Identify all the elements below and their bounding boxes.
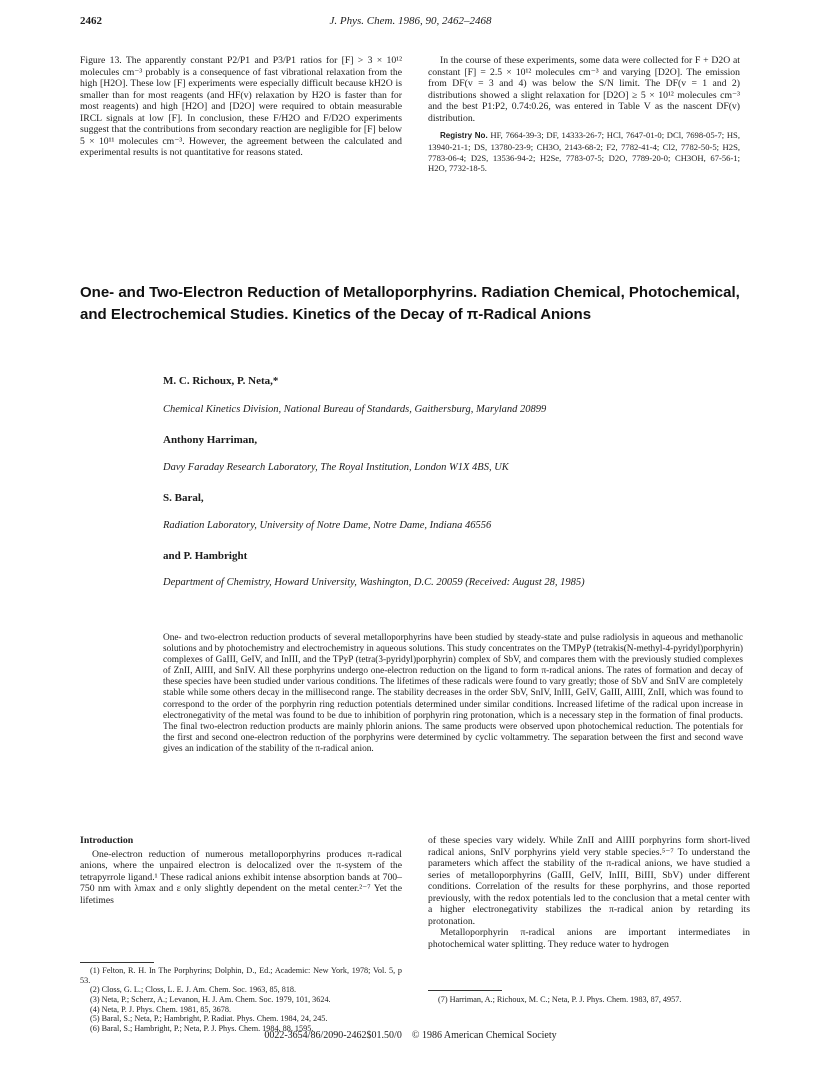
body-paragraph: Metalloporphyrin π-radical anions are important intermediates in photochemical water splitting. They reduce water to hydrogen — [428, 927, 750, 950]
previous-article-text: In the course of these experiments, some data were collected for F + D2O at constant [F] = 2.5 × 10¹² molecules cm⁻³ and varying [D2O]. The emission from DF(v = 3 and 4) was below the S/N limit. The DF(v = 1 and 2) distributions showed a slight relaxation for [D2O] ≥ 5 × 10¹² molecules cm⁻³ and the best P1:P2, 0.74:0.26, was entered in Table V as the nascent DF(v) distribution. — [428, 55, 740, 124]
footnote: (4) Neta, P. J. Phys. Chem. 1981, 85, 3678. — [90, 1004, 232, 1014]
author-line: M. C. Richoux, P. Neta,* — [163, 375, 279, 387]
footnote-rule — [428, 990, 502, 991]
author-line: Anthony Harriman, — [163, 434, 258, 446]
footnote-rule — [80, 962, 154, 963]
footnote: (6) Baral, S.; Hambright, P.; Neta, P. J. Phys. Chem. 1984, 88, 1595. — [90, 1023, 314, 1033]
author-line: S. Baral, — [163, 492, 204, 504]
copyright-notice: © 1986 American Chemical Society — [411, 1030, 557, 1041]
abstract-text: One- and two-electron reduction products of several metalloporphyrins have been studied by steady-state and pulse radiolysis in aqueous and methanolic solutions and by photochemistry and electrochemistry in aqueous solutions. This study concentrates on the TMPyP (tetrakis(N-methyl-4-pyridyl)porphyrin) complexes of GaIII, GeIV, and InIII, and the TPyP (tetra(3-pyridyl)porphyrin) complex of SbV, and compares them with the previously studied complexes of ZnII, AlIII, and SnIV. All these porphyrins undergo one-electron reduction on the ligand to form π-radical anions. The rates of formation and decay of these species have been studied under various conditions. The lifetimes of these radicals were found to vary greatly; those of SbV and SnIV are completely stable while some others decay in the millisecond range. The stability decreases in the order SbV, SnIV, InIII, GeIV, GaIII, AlIII, ZnII, which was found to correspond to the order of the porphyrin ring reduction potentials determined under similar conditions. Increased lifetime of the radical upon increase in electronegativity of the metal was found to be due to inhibition of porphyrin ring protonation, which is a necessary step in the formation of final products. The final two-electron reduction products are mainly phlorin anions. The same products were observed upon photochemical reduction. The potentials for the first and second one-electron reduction of the porphyrins were determined by cyclic voltammetry. The separation between the first and second wave gives an indication of the stability of the π-radical anion. — [163, 633, 743, 754]
body-paragraph: One-electron reduction of numerous metalloporphyrins produces π-radical anions, where the unpaired electron is delocalized over the π-system of the tetrapyrrole ligand.¹ These radical anions exhibit intense absorption bands at 700–750 nm with λmax and ε only slightly dependent on the metal center.²⁻⁷ Yet the lifetimes — [80, 848, 402, 906]
section-heading: Introduction — [80, 835, 134, 846]
author-affiliation: Chemical Kinetics Division, National Bureau of Standards, Gaithersburg, Maryland 20899 — [163, 404, 547, 415]
author-affiliation: Radiation Laboratory, University of Notre Dame, Notre Dame, Indiana 46556 — [163, 520, 492, 531]
body-paragraph: of these species vary widely. While ZnII and AlIII porphyrins form short-lived radical anions, SnIV porphyrins yield very stable species.⁵⁻⁷ To understand the parameters which affect the stability of the π-radical anions, we have studied a series of metalloporphyrins (GaIII, GeIV, InIII, BiIII, SbV) under different conditions. Correlation of the results for these porphyrins, and those reported previously, with the redox potentials led to the conclusion that a metal center with a higher electronegativity stabilizes the π-radical anion by retarding its protonation. — [428, 835, 750, 927]
introduction-right-column — [428, 835, 750, 950]
footnote: (3) Neta, P.; Scherz, A.; Levanon, H. J. Am. Chem. Soc. 1979, 101, 3624. — [90, 994, 331, 1004]
article-title: One- and Two-Electron Reduction of Metalloporphyrins. Radiation Chemical, Photochemical, and Electrochemical Studies. Kinetics of the Decay of π-Radical Anions — [80, 284, 740, 323]
footnotes-right — [428, 995, 750, 1005]
registry-text: HF, 7664-39-3; DF, 14333-26-7; HCl, 7647-01-0; DCl, 7698-05-7; HS, 13940-21-1; DS, 13780-23-9; CH3O, 2143-68-2; F2, 7782-41-4; Cl2, 7782-50-5; H2S, 7783-06-4; D2S, 13536-94-2; H2Se, 7783-07-5; D2O, 7789-20-0; CH3OH, 67-56-1; H2O, 7732-18-5. — [428, 130, 740, 174]
running-head: J. Phys. Chem. 1986, 90, 2462–2468 — [329, 15, 492, 27]
previous-article-left-column — [80, 55, 402, 159]
footnote: (1) Felton, R. H. In The Porphyrins; Dolphin, D., Ed.; Academic: New York, 1978; Vol. 5, p 53. — [80, 966, 402, 985]
abstract — [163, 633, 743, 755]
previous-article-text: Figure 13. The apparently constant P2/P1 and P3/P1 ratios for [F] > 3 × 10¹² molecules cm⁻³ probably is a consequence of fast vibrational relaxation from the high [H2O]. These low [F] experiments were especially difficult because kH2O is smaller than for most reagents (and HF(v) relaxation by H2O is faster than for most reagents) and high [H2O] and [D2O] were required to obtain measurable IRCL signals at low [F]. In conclusion, these F/H2O and F/D2O experiments suggest that the contributions from secondary reaction are negligible for [F] below 5 × 10¹¹ molecules cm⁻³. However, the agreement between the calculated and experimental results is not quantitative for reasons stated. — [80, 55, 402, 159]
page-footer — [0, 1030, 821, 1041]
footnote: (7) Harriman, A.; Richoux, M. C.; Neta, P. J. Phys. Chem. 1983, 87, 4957. — [438, 995, 682, 1004]
previous-article-right-column — [428, 55, 740, 174]
registry-numbers — [428, 130, 740, 174]
registry-label: Registry No. — [440, 131, 488, 141]
footnote: (5) Baral, S.; Neta, P.; Hambright, P. Radiat. Phys. Chem. 1984, 24, 245. — [90, 1014, 328, 1024]
author-line: and P. Hambright — [163, 550, 248, 562]
footnotes-left — [80, 966, 402, 1034]
journal-code: 0022-3654/86/2090-2462$01.50/0 — [264, 1030, 402, 1041]
author-affiliation: Department of Chemistry, Howard University, Washington, D.C. 20059 (Received: August 28, 1985) — [163, 577, 585, 588]
introduction-left-column — [80, 835, 402, 906]
page-number: 2462 — [80, 15, 102, 27]
author-affiliation: Davy Faraday Research Laboratory, The Royal Institution, London W1X 4BS, UK — [163, 462, 509, 473]
footnote: (2) Closs, G. L.; Closs, L. E. J. Am. Chem. Soc. 1963, 85, 818. — [90, 985, 297, 995]
